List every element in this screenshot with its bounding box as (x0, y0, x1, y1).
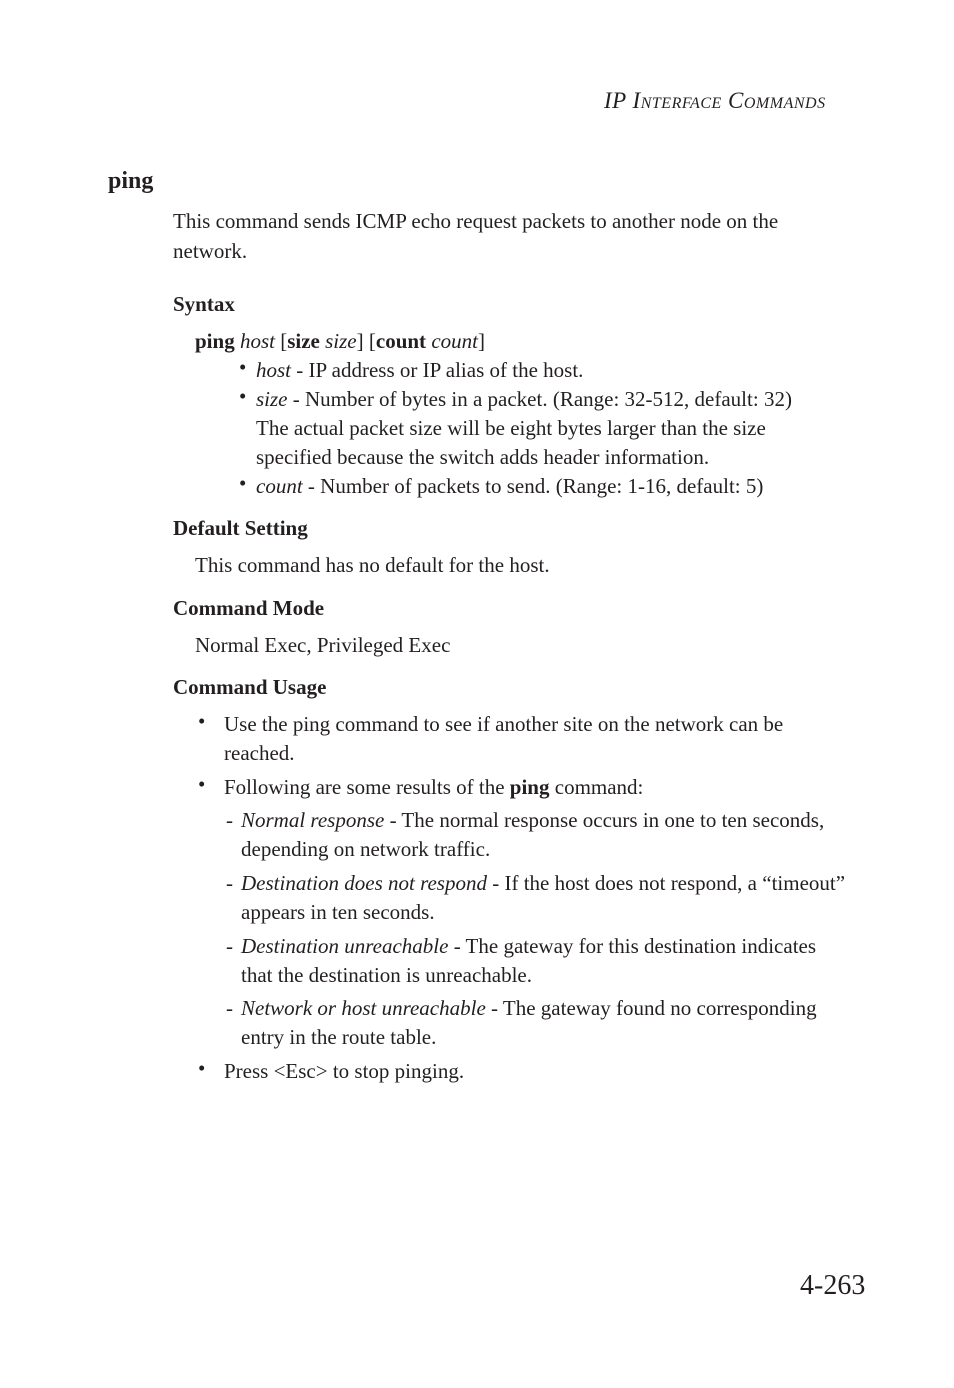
dash-icon: - (226, 934, 233, 958)
command-description-line-1: This command sends ICMP echo request packets to another node on the (173, 209, 779, 233)
result-network-or-host-unreachable-line-2: entry in the route table. (241, 1025, 437, 1049)
syntax-line: ping host [size size] [count count] (195, 329, 485, 353)
command-title: ping (108, 168, 154, 194)
param-count: count - Number of packets to send. (Range: 1-16, default: 5) (256, 474, 764, 498)
command-mode-text: Normal Exec, Privileged Exec (195, 633, 451, 657)
result-destination-does-not-respond: Destination does not respond - If the host does not respond, a “timeout” (241, 871, 846, 895)
dash-icon: - (226, 996, 233, 1020)
bullet-icon: • (198, 772, 206, 796)
dash-icon: - (226, 871, 233, 895)
result-normal-response: Normal response - The normal response occurs in one to ten seconds, (241, 808, 825, 832)
page-number: 4-263 (800, 1270, 866, 1301)
bullet-icon: • (198, 709, 206, 733)
param-size-line-3: specified because the switch adds header information. (256, 445, 710, 469)
result-destination-unreachable-line-2: that the destination is unreachable. (241, 963, 532, 987)
dash-icon: - (226, 808, 233, 832)
result-normal-response-line-2: depending on network traffic. (241, 837, 491, 861)
default-setting-heading: Default Setting (173, 516, 308, 540)
result-destination-unreachable: Destination unreachable - The gateway for this destination indicates (241, 934, 817, 958)
command-mode-heading: Command Mode (173, 596, 325, 620)
param-size: size - Number of bytes in a packet. (Range: 32-512, default: 32) (256, 387, 792, 411)
usage-item-1-line-1: Use the ping command to see if another site on the network can be (224, 712, 784, 736)
usage-item-3: Press <Esc> to stop pinging. (224, 1059, 465, 1083)
default-setting-text: This command has no default for the host. (195, 553, 550, 577)
param-host: host - IP address or IP alias of the host. (256, 358, 584, 382)
usage-item-1-line-2: reached. (224, 741, 295, 765)
usage-item-2: Following are some results of the ping command: (224, 775, 644, 799)
bullet-icon: • (198, 1056, 206, 1080)
result-destination-does-not-respond-line-2: appears in ten seconds. (241, 900, 435, 924)
running-header: IP INTERFACE COMMANDS (604, 88, 826, 113)
bullet-icon: • (239, 384, 247, 408)
command-usage-heading: Command Usage (173, 675, 327, 699)
bullet-icon: • (239, 355, 247, 379)
command-description-line-2: network. (173, 239, 248, 263)
syntax-heading: Syntax (173, 292, 235, 316)
bullet-icon: • (239, 471, 247, 495)
result-network-or-host-unreachable: Network or host unreachable - The gateway found no corresponding (241, 996, 817, 1020)
param-size-line-2: The actual packet size will be eight bytes larger than the size (256, 416, 766, 440)
